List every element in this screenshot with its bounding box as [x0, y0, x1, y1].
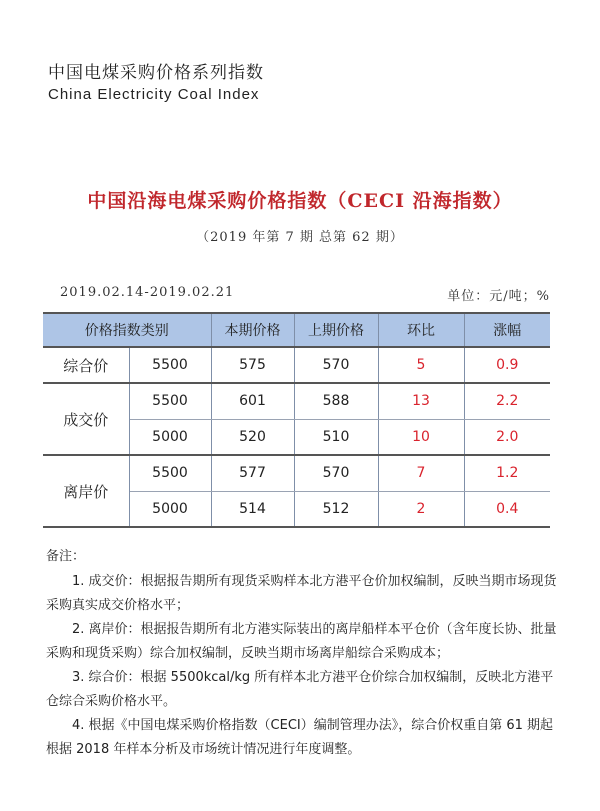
header-change: 环比: [378, 313, 464, 347]
table-row: [43, 455, 550, 491]
previous-price-cell: 570: [294, 347, 378, 383]
table-header-row: [43, 313, 550, 347]
date-range: 2019.02.14-2019.02.21: [60, 285, 235, 300]
previous-price-cell: 510: [294, 419, 378, 455]
header-current: 本期价格: [211, 313, 294, 347]
note-item: 1. 成交价：根据报告期所有现货采购样本北方港平仓价加权编制，反映当期市场现货采购真实成交价格水平；: [46, 574, 557, 613]
table-row: [43, 347, 550, 383]
header-title-en: China Electricity Coal Index: [48, 86, 260, 103]
unit-label: 单位：元/吨；%: [447, 289, 550, 304]
notes-section: [46, 545, 566, 762]
current-price-cell: 514: [211, 491, 294, 527]
current-price-cell: 575: [211, 347, 294, 383]
note-item: 3. 综合价：根据 5500kcal/kg 所有样本北方港平仓价综合加权编制，反映北方港平仓综合采购价格水平。: [46, 670, 554, 709]
pct-cell: 1.2: [464, 455, 550, 491]
previous-price-cell: 512: [294, 491, 378, 527]
pct-cell: 0.9: [464, 347, 550, 383]
header-category: 价格指数类别: [43, 313, 211, 347]
note-item: 2. 离岸价：根据报告期所有北方港实际装出的离岸船样本平仓价（含年度长协、批量采购和现货采购）综合加权编制，反映当期市场离岸船综合采购成本；: [46, 622, 557, 661]
note-item: 4. 根据《中国电煤采购价格指数（CECI）编制管理办法》，综合价权重自第 61 期起根据 2018 年样本分析及市场统计情况进行年度调整。: [46, 718, 554, 757]
grade-cell: 5500: [129, 383, 211, 419]
notes-heading: 备注：: [46, 549, 86, 564]
pct-cell: 2.2: [464, 383, 550, 419]
report-issue: （2019 年第 7 期 总第 62 期）: [196, 230, 404, 245]
current-price-cell: 520: [211, 419, 294, 455]
header-title-cn: 中国电煤采购价格系列指数: [48, 63, 264, 83]
grade-cell: 5500: [129, 347, 211, 383]
category-cell: 成交价: [43, 383, 129, 455]
price-index-table: [43, 312, 550, 528]
previous-price-cell: 570: [294, 455, 378, 491]
header-pct: 涨幅: [464, 313, 550, 347]
grade-cell: 5000: [129, 491, 211, 527]
table-row: [43, 383, 550, 419]
change-cell: 7: [378, 455, 464, 491]
pct-cell: 0.4: [464, 491, 550, 527]
change-cell: 10: [378, 419, 464, 455]
change-cell: 5: [378, 347, 464, 383]
current-price-cell: 601: [211, 383, 294, 419]
grade-cell: 5000: [129, 419, 211, 455]
previous-price-cell: 588: [294, 383, 378, 419]
current-price-cell: 577: [211, 455, 294, 491]
header-previous: 上期价格: [294, 313, 378, 347]
report-title: 中国沿海电煤采购价格指数（CECI 沿海指数）: [87, 190, 513, 212]
change-cell: 2: [378, 491, 464, 527]
category-cell: 综合价: [43, 347, 129, 383]
category-cell: 离岸价: [43, 455, 129, 527]
grade-cell: 5500: [129, 455, 211, 491]
pct-cell: 2.0: [464, 419, 550, 455]
change-cell: 13: [378, 383, 464, 419]
